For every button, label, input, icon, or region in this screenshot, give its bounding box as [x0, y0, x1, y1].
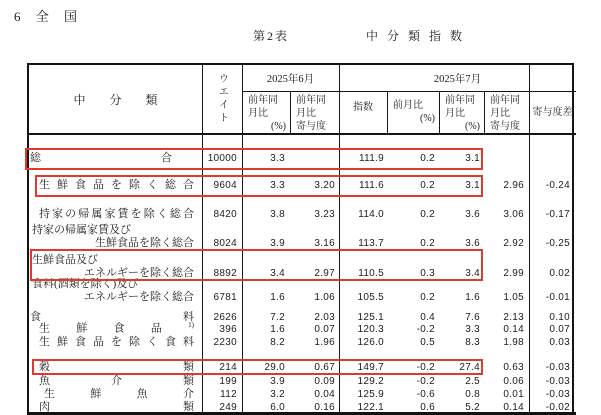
cell-july-index: 149.7: [357, 362, 384, 373]
cell-july-contribution: 1.05: [503, 292, 524, 303]
header-category: 中 分 類: [73, 92, 158, 107]
header-june-yoy: 前年同 月比 (%): [248, 95, 286, 132]
cell-june-yoy: 3.4: [270, 268, 285, 279]
cell-june-yoy: 1.6: [270, 292, 285, 303]
table-number: 第2表: [253, 29, 290, 43]
cell-june-yoy: 29.0: [264, 362, 285, 373]
cell-july-index: 120.3: [357, 324, 384, 335]
cell-june-contribution: 3.23: [314, 209, 335, 220]
cell-june-contribution: 0.67: [314, 362, 335, 373]
cell-contribution-diff: -0.02: [545, 402, 570, 413]
cell-june-contribution: 2.97: [314, 268, 335, 279]
cell-contribution-diff: 0.07: [549, 324, 570, 335]
cell-july-yoy: 0.8: [465, 389, 480, 400]
cell-weight: 199: [219, 376, 237, 387]
cell-july-contribution: 2.99: [503, 268, 524, 279]
table-row: [29, 152, 576, 165]
category-label: 魚介類: [39, 375, 194, 387]
cell-july-contribution: 2.13: [503, 312, 524, 323]
cell-june-yoy: 3.3: [270, 153, 285, 164]
index-table: [27, 63, 574, 415]
header-weight: ウエイト: [216, 73, 228, 125]
cell-contribution-diff: -0.17: [545, 209, 570, 220]
cell-contribution-diff: 0.02: [549, 268, 570, 279]
table-row: [29, 323, 576, 336]
cell-july-contribution: 2.96: [503, 180, 524, 191]
cell-contribution-diff: 0.03: [549, 337, 570, 348]
cell-june-yoy: 8.2: [270, 337, 285, 348]
cell-july-yoy: 3.6: [465, 209, 480, 220]
cell-june-contribution: 2.03: [314, 312, 335, 323]
cell-july-mom: 0.3: [420, 268, 435, 279]
category-label: 食料(酒類を除く)及び エネルギーを除く総合: [32, 278, 194, 303]
category-label: 生鮮食品$^{1)}$: [39, 321, 194, 335]
cell-june-contribution: 1.96: [314, 337, 335, 348]
cell-july-yoy: 2.5: [465, 376, 480, 387]
category-label: 肉類: [39, 401, 194, 413]
cell-july-index: 111.6: [358, 180, 384, 191]
header-june-contribution: 前年同 月比 寄与度: [296, 95, 326, 132]
cell-contribution-diff: -0.03: [545, 389, 570, 400]
cell-july-yoy: 27.4: [459, 362, 480, 373]
cell-june-yoy: 7.2: [270, 312, 285, 323]
cell-july-yoy: 1.6: [465, 292, 480, 303]
cell-july-index: 126.0: [357, 337, 384, 348]
cell-june-yoy: 3.2: [270, 389, 285, 400]
region-heading: 6 全 国: [14, 9, 84, 24]
table-body: [29, 133, 576, 415]
cell-july-mom: -0.2: [416, 362, 435, 373]
cell-july-mom: 0.2: [420, 209, 435, 220]
table-row: [29, 179, 576, 192]
cell-june-yoy: 3.8: [270, 209, 285, 220]
cell-july-contribution: 0.01: [503, 389, 524, 400]
cell-july-yoy: 3.4: [465, 268, 480, 279]
category-label: 生鮮食品を除く総合: [39, 179, 194, 191]
cell-july-mom: -0.6: [416, 389, 435, 400]
cell-june-yoy: 3.9: [270, 376, 285, 387]
category-label: 総合: [30, 152, 172, 164]
cell-july-mom: 0.6: [420, 402, 435, 413]
cell-weight: 6781: [213, 292, 237, 303]
table-row: [29, 388, 576, 401]
cell-contribution-diff: -0.24: [545, 180, 570, 191]
cell-july-mom: 0.2: [420, 238, 435, 249]
cell-july-contribution: 3.06: [503, 209, 524, 220]
cell-weight: 112: [220, 389, 237, 400]
cell-july-yoy: 3.6: [465, 238, 480, 249]
cell-july-index: 129.2: [357, 376, 384, 387]
cell-july-contribution: 0.63: [503, 362, 524, 373]
cell-june-yoy: 1.6: [270, 324, 285, 335]
cell-july-contribution: 1.98: [503, 337, 524, 348]
cell-july-contribution: 0.06: [503, 376, 524, 387]
cell-july-index: 114.0: [358, 209, 384, 220]
cell-july-yoy: 5.2: [465, 402, 480, 413]
cell-contribution-diff: -0.03: [545, 376, 570, 387]
cell-weight: 8420: [213, 209, 237, 220]
header-july: 2025年7月: [433, 73, 482, 85]
footnote-marker: 1): [188, 321, 194, 330]
table-row: [29, 336, 576, 349]
table-row: [29, 254, 576, 280]
table-row: [29, 361, 576, 374]
cell-june-contribution: 0.16: [314, 402, 335, 413]
cell-june-contribution: 0.09: [314, 376, 335, 387]
cell-june-contribution: 1.06: [314, 292, 335, 303]
cell-contribution-diff: -0.25: [545, 238, 570, 249]
cell-july-yoy: 7.6: [465, 312, 480, 323]
cell-june-contribution: 3.20: [314, 180, 335, 191]
cell-july-mom: 0.2: [420, 292, 435, 303]
cell-june-contribution: 0.07: [314, 324, 335, 335]
table-row: [29, 278, 576, 304]
cell-weight: 214: [219, 362, 237, 373]
cell-july-index: 105.5: [357, 292, 384, 303]
cell-july-index: 113.7: [358, 238, 384, 249]
cell-july-yoy: 8.3: [465, 337, 480, 348]
cell-contribution-diff: -0.01: [545, 292, 570, 303]
category-label: 生鮮食品及び エネルギーを除く総合: [32, 254, 194, 279]
header-june: 2025年6月: [266, 73, 315, 85]
header-contribution-diff: 寄与度差: [532, 106, 573, 118]
cell-weight: 8892: [213, 268, 237, 279]
cell-july-yoy: 3.3: [465, 324, 480, 335]
table-row: [29, 224, 576, 250]
cell-july-contribution: 0.14: [503, 324, 524, 335]
cell-july-mom: -0.2: [416, 324, 435, 335]
category-label: 持家の帰属家賃及び 生鮮食品を除く総合: [32, 224, 194, 249]
cell-weight: 396: [219, 324, 237, 335]
cell-july-yoy: 3.1: [465, 153, 480, 164]
header-july-yoy: 前年同 月比 (%): [445, 95, 480, 132]
category-label: 食料: [30, 311, 194, 323]
cell-july-mom: -0.2: [416, 376, 435, 387]
cell-june-contribution: 0.04: [314, 389, 335, 400]
cell-july-mom: 0.5: [420, 337, 435, 348]
table-row: [29, 401, 576, 414]
cell-weight: 10000: [207, 153, 237, 164]
cell-july-contribution: 0.14: [503, 402, 524, 413]
cell-july-contribution: 2.92: [503, 238, 524, 249]
table-row: [29, 375, 576, 388]
category-label: 生鮮魚介: [44, 388, 194, 400]
table-row: [29, 208, 576, 221]
cell-july-mom: 0.4: [420, 312, 435, 323]
header-july-index: 指数: [353, 101, 373, 113]
cell-weight: 8024: [213, 238, 237, 249]
cell-june-yoy: 6.0: [270, 402, 285, 413]
cell-weight: 2626: [213, 312, 237, 323]
category-label: 生鮮食品を除く食料: [39, 336, 194, 348]
cell-july-index: 125.9: [357, 389, 384, 400]
cell-july-index: 110.5: [358, 268, 384, 279]
cell-june-yoy: 3.3: [270, 180, 285, 191]
cell-june-contribution: 3.16: [314, 238, 335, 249]
header-july-contribution: 前年同 月比 寄与度: [490, 95, 520, 132]
cell-contribution-diff: 0.10: [549, 312, 570, 323]
cell-july-index: 111.9: [358, 153, 384, 164]
cell-july-yoy: 3.1: [465, 180, 480, 191]
cell-july-mom: 0.2: [420, 153, 435, 164]
cell-july-index: 122.1: [357, 402, 384, 413]
cell-weight: 249: [219, 402, 237, 413]
header-july-mom: 前月比 (%): [393, 100, 435, 124]
category-label: 持家の帰属家賃を除く総合: [39, 208, 194, 220]
cell-july-index: 125.1: [357, 312, 384, 323]
cell-july-mom: 0.2: [420, 180, 435, 191]
cell-june-yoy: 3.9: [270, 238, 285, 249]
cell-weight: 9604: [213, 180, 237, 191]
cell-weight: 2230: [213, 337, 237, 348]
category-label: 穀類: [39, 361, 194, 373]
cell-contribution-diff: -0.03: [545, 362, 570, 373]
table-title: 中 分 類 指 数: [366, 29, 466, 43]
